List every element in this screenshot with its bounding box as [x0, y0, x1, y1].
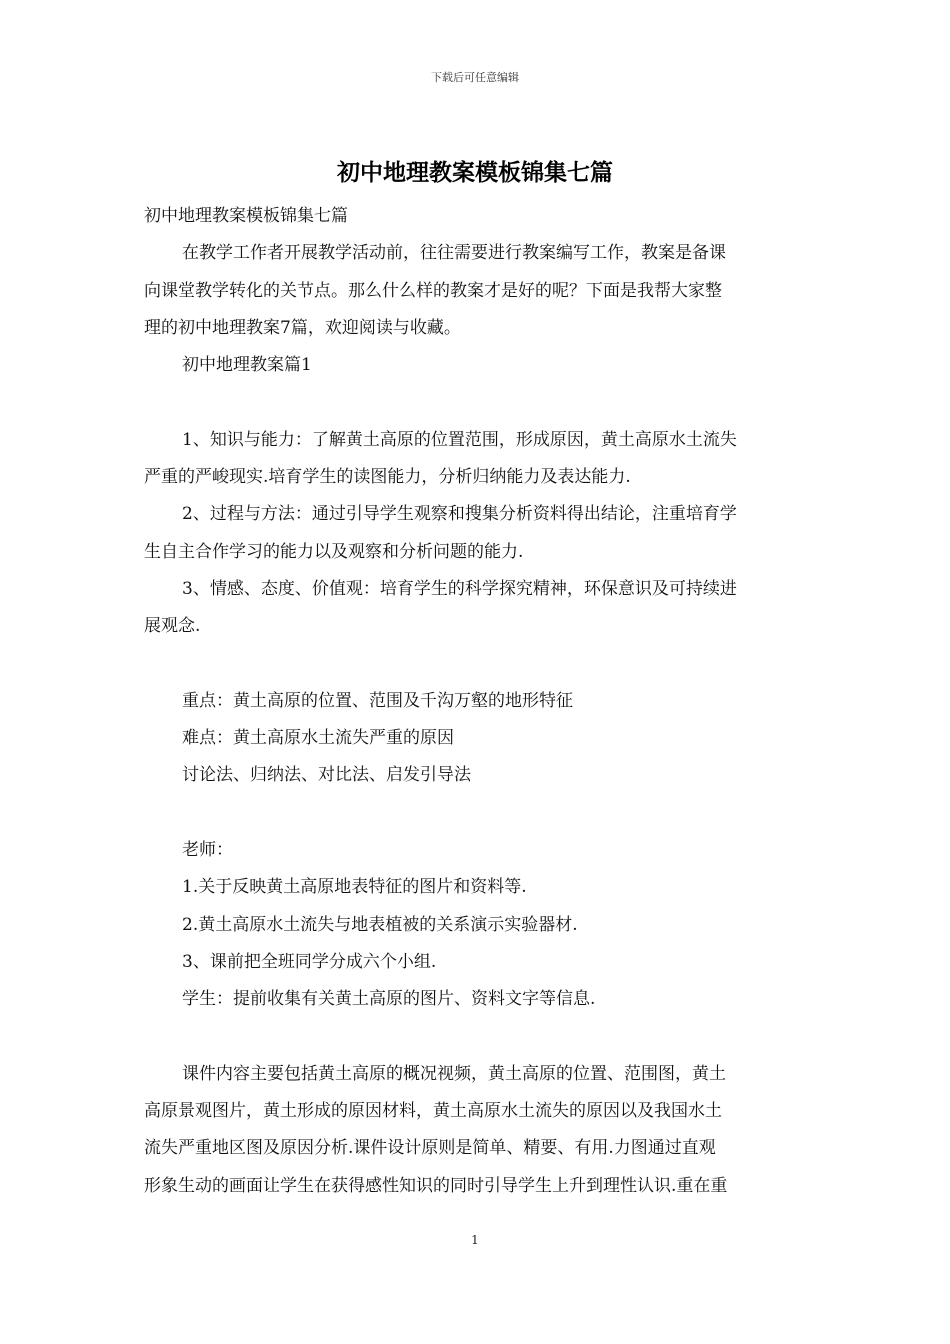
blank-line	[144, 795, 806, 832]
blank-line	[144, 1019, 806, 1056]
intro-line: 在教学工作者开展教学活动前，往往需要进行教案编写工作，教案是备课	[182, 243, 726, 264]
courseware-line: 流失严重地区图及原因分析.课件设计原则是简单、精要、有用.力图通过直观	[144, 1138, 716, 1159]
document-body	[144, 198, 806, 1205]
blank-line	[144, 384, 806, 421]
teaching-methods: 讨论法、归纳法、对比法、启发引导法	[182, 765, 471, 786]
teacher-label: 老师：	[182, 840, 233, 861]
teacher-item: 1.关于反映黄土高原地表特征的图片和资料等.	[182, 877, 527, 898]
courseware-line: 高原景观图片，黄土形成的原因材料，黄土高原水土流失的原因以及我国水土	[144, 1101, 722, 1122]
section-heading: 初中地理教案篇1	[182, 355, 312, 376]
intro-line: 向课堂教学转化的关节点。那么什么样的教案才是好的呢？下面是我帮大家整	[144, 280, 722, 301]
objective-line: 2、过程与方法：通过引导学生观察和搜集分析资料得出结论，注重培育学	[182, 504, 737, 525]
teacher-item: 3、课前把全班同学分成六个小组.	[182, 951, 437, 972]
key-point: 重点：黄土高原的位置、范围及千沟万壑的地形特征	[182, 690, 573, 711]
teacher-item: 2.黄土高原水土流失与地表植被的关系演示实验器材.	[182, 914, 578, 935]
subtitle-line: 初中地理教案模板锦集七篇	[144, 206, 348, 226]
difficult-point: 难点：黄土高原水土流失严重的原因	[182, 728, 454, 749]
intro-line: 理的初中地理教案7篇，欢迎阅读与收藏。	[144, 317, 461, 338]
objective-line: 严重的严峻现实.培育学生的读图能力，分析归纳能力及表达能力.	[144, 467, 631, 488]
student-line: 学生：提前收集有关黄土高原的图片、资料文字等信息.	[182, 989, 596, 1010]
page-number: 1	[471, 1233, 479, 1247]
courseware-line: 形象生动的画面让学生在获得感性知识的同时引导学生上升到理性认识.重在重	[144, 1175, 728, 1196]
courseware-line: 课件内容主要包括黄土高原的概况视频，黄土高原的位置、范围图，黄土	[182, 1063, 726, 1084]
objective-line: 3、情感、态度、价值观：培育学生的科学探究精神，环保意识及可持续进	[182, 578, 737, 599]
blank-line	[144, 646, 806, 683]
page-header-note: 下载后可任意编辑	[431, 71, 519, 84]
objective-line: 1、知识与能力：了解黄土高原的位置范围，形成原因，黄土高原水土流失	[182, 429, 737, 450]
document-title: 初中地理教案模板锦集七篇	[337, 159, 613, 186]
objective-line: 展观念.	[144, 616, 201, 637]
objective-line: 生自主合作学习的能力以及观察和分析问题的能力.	[144, 541, 524, 562]
